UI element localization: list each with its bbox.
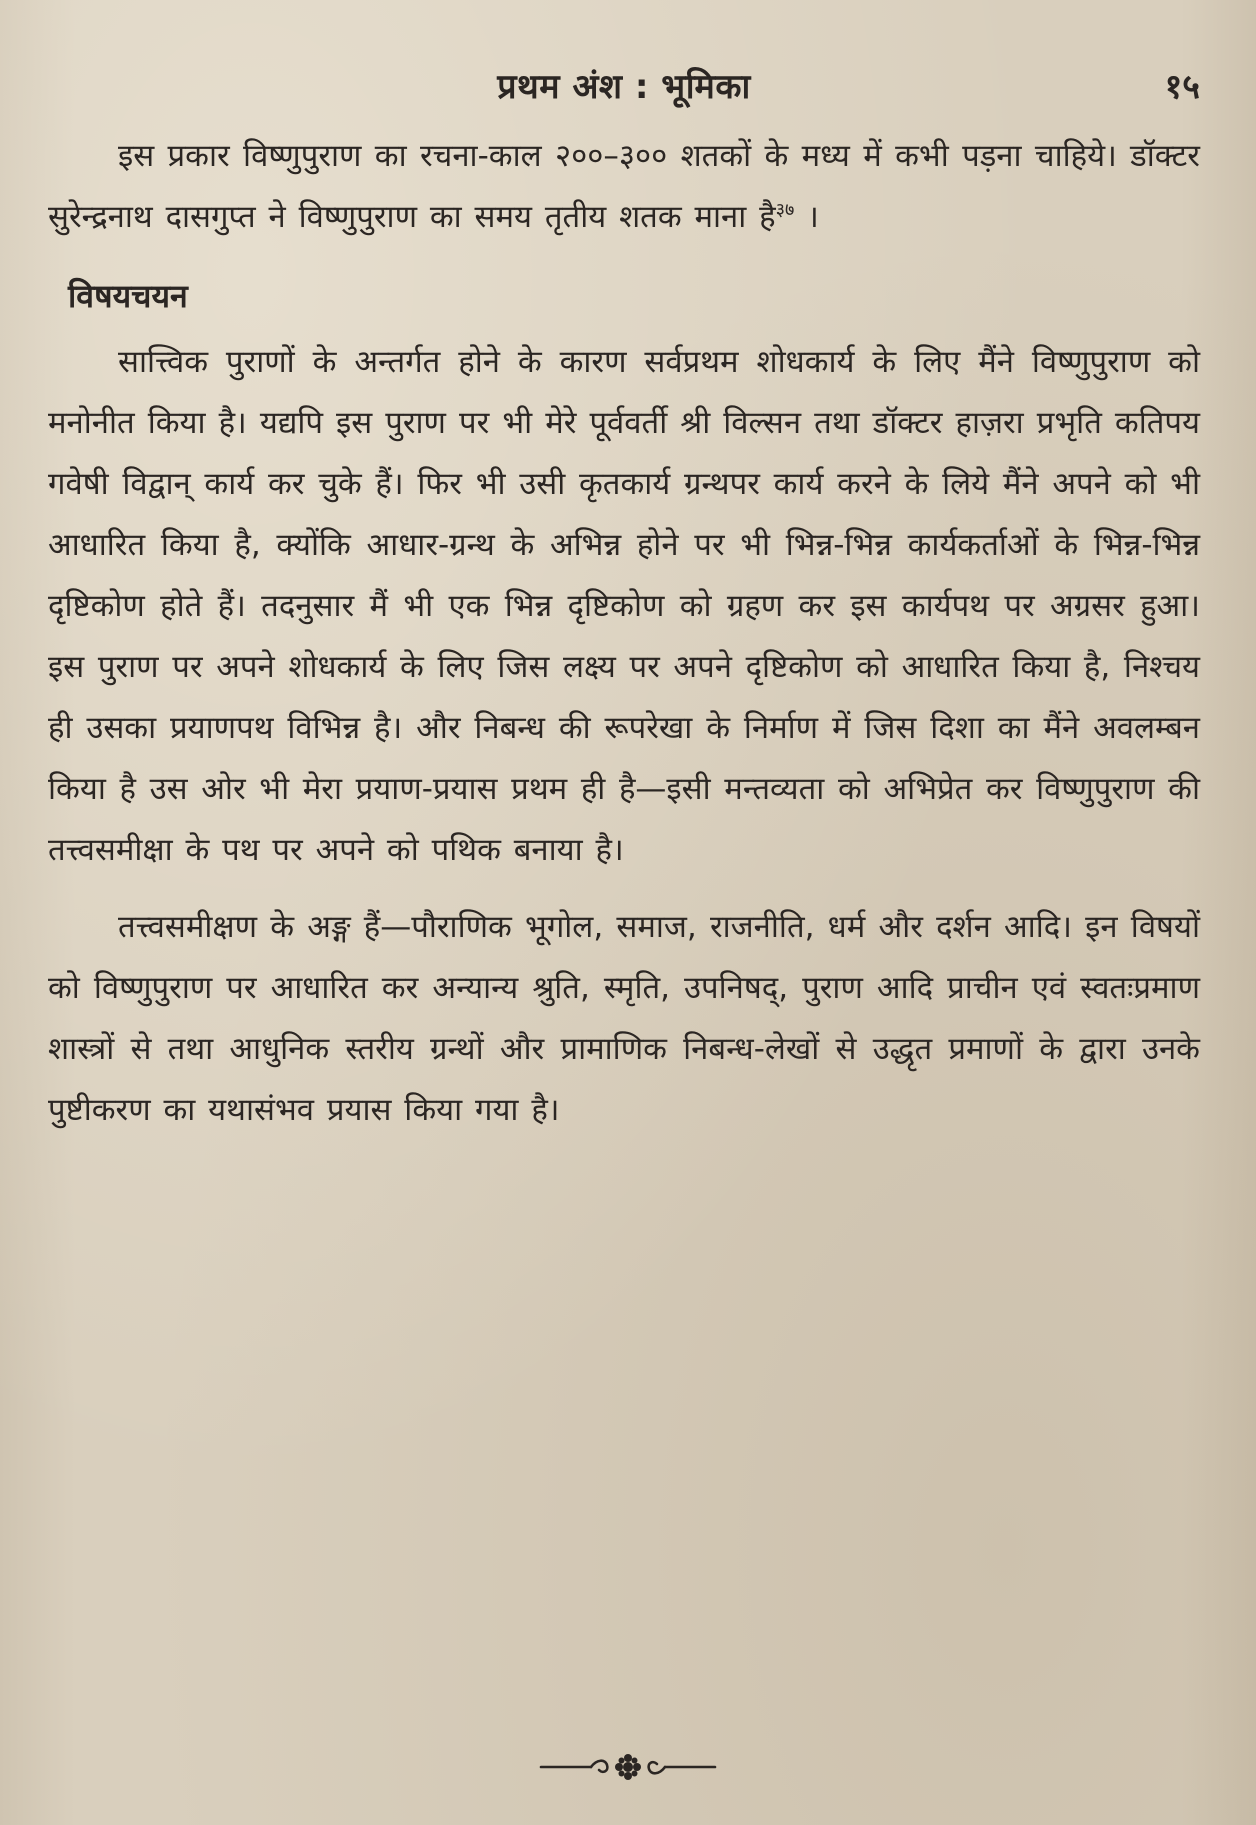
page-number: १५ (1164, 67, 1200, 107)
section-paragraph-1: सात्त्विक पुराणों के अन्तर्गत होने के कारण सर्वप्रथम शोधकार्य के लिए मैंने विष्णुपुराण को मनोनीत किया है। यद्यपि इस पुराण पर भी मेरे पूर्ववर्ती श्री विल्सन तथा डॉक्टर हाज़रा प्रभृति कतिपय गवेषी विद्वान् कार्य कर चुके हैं। फिर भी उसी कृतकार्य ग्रन्थपर कार्य करने के लिये मैंने अपने को भी आधारित किया है, क्योंकि आधार-ग्रन्थ के अभिन्न होने पर भी भिन्न-भिन्न कार्यकर्ताओं के भिन्न-भिन्न दृष्टिकोण होते हैं। तदनुसार मैं भी एक भिन्न दृष्टिकोण को ग्रहण कर इस कार्यपथ पर अग्रसर हुआ। इस पुराण पर अपने शोधकार्य के लिए जिस लक्ष्य पर अपने दृष्टिकोण को आधारित किया है, निश्चय ही उसका प्रयाणपथ विभिन्न है। और निबन्ध की रूपरेखा के निर्माण में जिस दिशा का मैंने अवलम्बन किया है उस ओर भी मेरा प्रयाण-प्रयास प्रथम ही है—इसी मन्तव्यता को अभिप्रेत कर विष्णुपुराण की तत्त्वसमीक्षा के पथ पर अपने को पथिक बनाया है। (48, 344, 1200, 868)
intro-paragraph (48, 126, 1200, 248)
floral-divider-icon (0, 1750, 1256, 1788)
intro-paragraph-text: इस प्रकार विष्णुपुराण का रचना-काल २००–३०० शतकों के मध्य में कभी पड़ना चाहिये। डॉक्टर सुरेन्द्रनाथ दासगुप्त ने विष्णुपुराण का समय तृतीय शतक माना है (48, 138, 1200, 235)
section-heading: विषयचयन (68, 277, 188, 315)
intro-paragraph-end: । (794, 199, 819, 235)
page-title: प्रथम अंश : भूमिका (497, 67, 751, 107)
footnote-marker: ३७ (775, 199, 795, 221)
section-paragraph-2: तत्त्वसमीक्षण के अङ्ग हैं—पौराणिक भूगोल, समाज, राजनीति, धर्म और दर्शन आदि। इन विषयों को विष्णुपुराण पर आधारित कर अन्यान्य श्रुति, स्मृति, उपनिषद्, पुराण आदि प्राचीन एवं स्वतःप्रमाण शास्त्रों से तथा आधुनिक स्तरीय ग्रन्थों और प्रामाणिक निबन्ध-लेखों से उद्धृत प्रमाणों के द्वारा उनके पुष्टीकरण का यथासंभव प्रयास किया गया है। (48, 909, 1200, 1128)
running-head (48, 60, 1200, 120)
floral-divider-icon-svg (533, 1750, 723, 1784)
